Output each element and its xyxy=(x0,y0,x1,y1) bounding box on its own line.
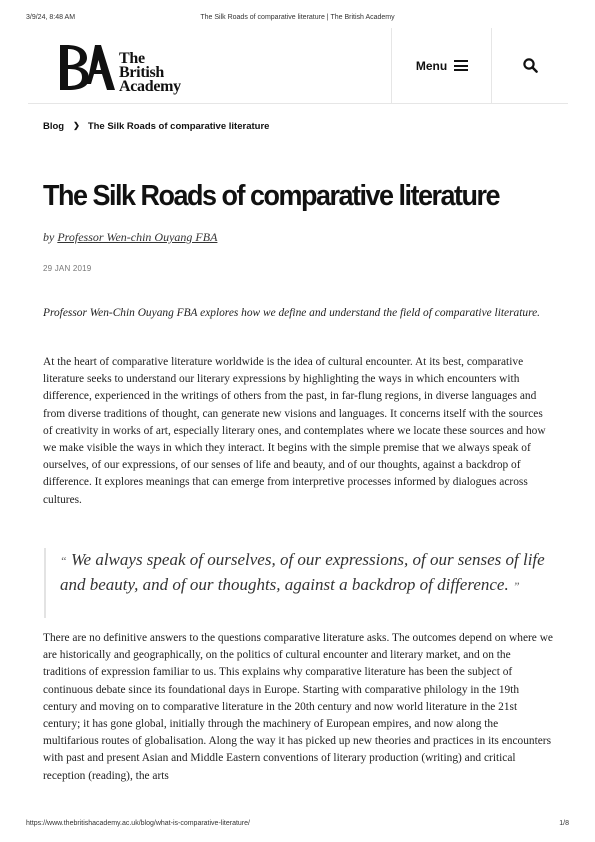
standfirst: Professor Wen-Chin Ouyang FBA explores how we define and understand the field of comparative literature. xyxy=(43,307,541,319)
logo-line: British xyxy=(119,64,165,81)
menu-button[interactable] xyxy=(392,28,492,103)
chevron-right-icon: ❯ xyxy=(73,121,80,130)
print-url: https://www.thebritishacademy.ac.uk/blog/what-is-comparative-literature/ xyxy=(26,820,250,827)
body-paragraph: At the heart of comparative literature worldwide is the idea of cultural encounter. At its best, comparative literature seeks to understand our literary expressions by highlighting the ways in which encounters with difference, experienced in the writings of others from the past, in far-flung regions, in diverse languages and from diverse traditions of thought, can generate new visions and languages. It concerns itself with the sources of creativity in works of art, especially literary ones, and contemplates where we locate these sources and how we make visible the ways in which they interact. It begins with the simple premise that we always speak of ourselves, of our expressions, of our senses of life and beauty, and of our thoughts, against a backdrop of difference. It explores meanings that can emerge from interpretive processes informed by dialogues across cultures. xyxy=(43,356,546,506)
byline-prefix: by xyxy=(43,230,55,244)
print-datetime: 3/9/24, 8:48 AM xyxy=(26,14,76,21)
logo-wordmark xyxy=(119,52,219,94)
open-quote-mark: “ xyxy=(60,554,67,568)
ba-monogram-icon xyxy=(58,41,116,93)
byline xyxy=(43,230,217,245)
author-link[interactable]: Professor Wen-chin Ouyang FBA xyxy=(57,230,218,244)
menu-label: Menu xyxy=(415,58,448,73)
body-paragraph: There are no definitive answers to the questions comparative literature asks. The outcomes depend on where we are historically and geographically, on the politics of cultural encounter and literary market, and on the traditions of expression familiar to us. This explains why comparative literature has been the subject of continuous debate since its foundational days in Europe. Starting with comparative philology in the 19th century and moving on to comparative literature in the 20th century and now world literature in the 21st century; it has gone global, initially through the machinery of European empires, and now along the multifarious routes of globalisation. Along the way it has picked up new theories and practices in its encounters with past and present Asian and Middle Eastern conventions of literary production (writing) and critical reception (reading), the arts xyxy=(43,632,553,782)
hamburger-icon xyxy=(454,60,468,71)
site-header xyxy=(28,28,568,104)
breadcrumb xyxy=(43,121,269,132)
print-page-title: The Silk Roads of comparative literature | The British Academy xyxy=(200,14,395,21)
logo-line: The xyxy=(119,50,145,67)
pullquote xyxy=(44,548,551,618)
pullquote-text xyxy=(60,548,550,598)
logo-line: Academy xyxy=(119,78,181,95)
pullquote-body: We always speak of ourselves, of our expressions, of our senses of life and beauty, and of our thoughts, against a backdrop of difference. xyxy=(60,550,545,594)
post-date: 29 JAN 2019 xyxy=(43,264,92,273)
search-icon xyxy=(523,58,538,73)
breadcrumb-link-blog[interactable]: Blog xyxy=(43,121,65,132)
search-button[interactable] xyxy=(492,28,568,103)
close-quote-mark: ” xyxy=(512,579,520,593)
page-title: The Silk Roads of comparative literature xyxy=(43,180,500,212)
breadcrumb-current: The Silk Roads of comparative literature xyxy=(87,121,270,132)
print-page-number: 1/8 xyxy=(559,820,569,827)
